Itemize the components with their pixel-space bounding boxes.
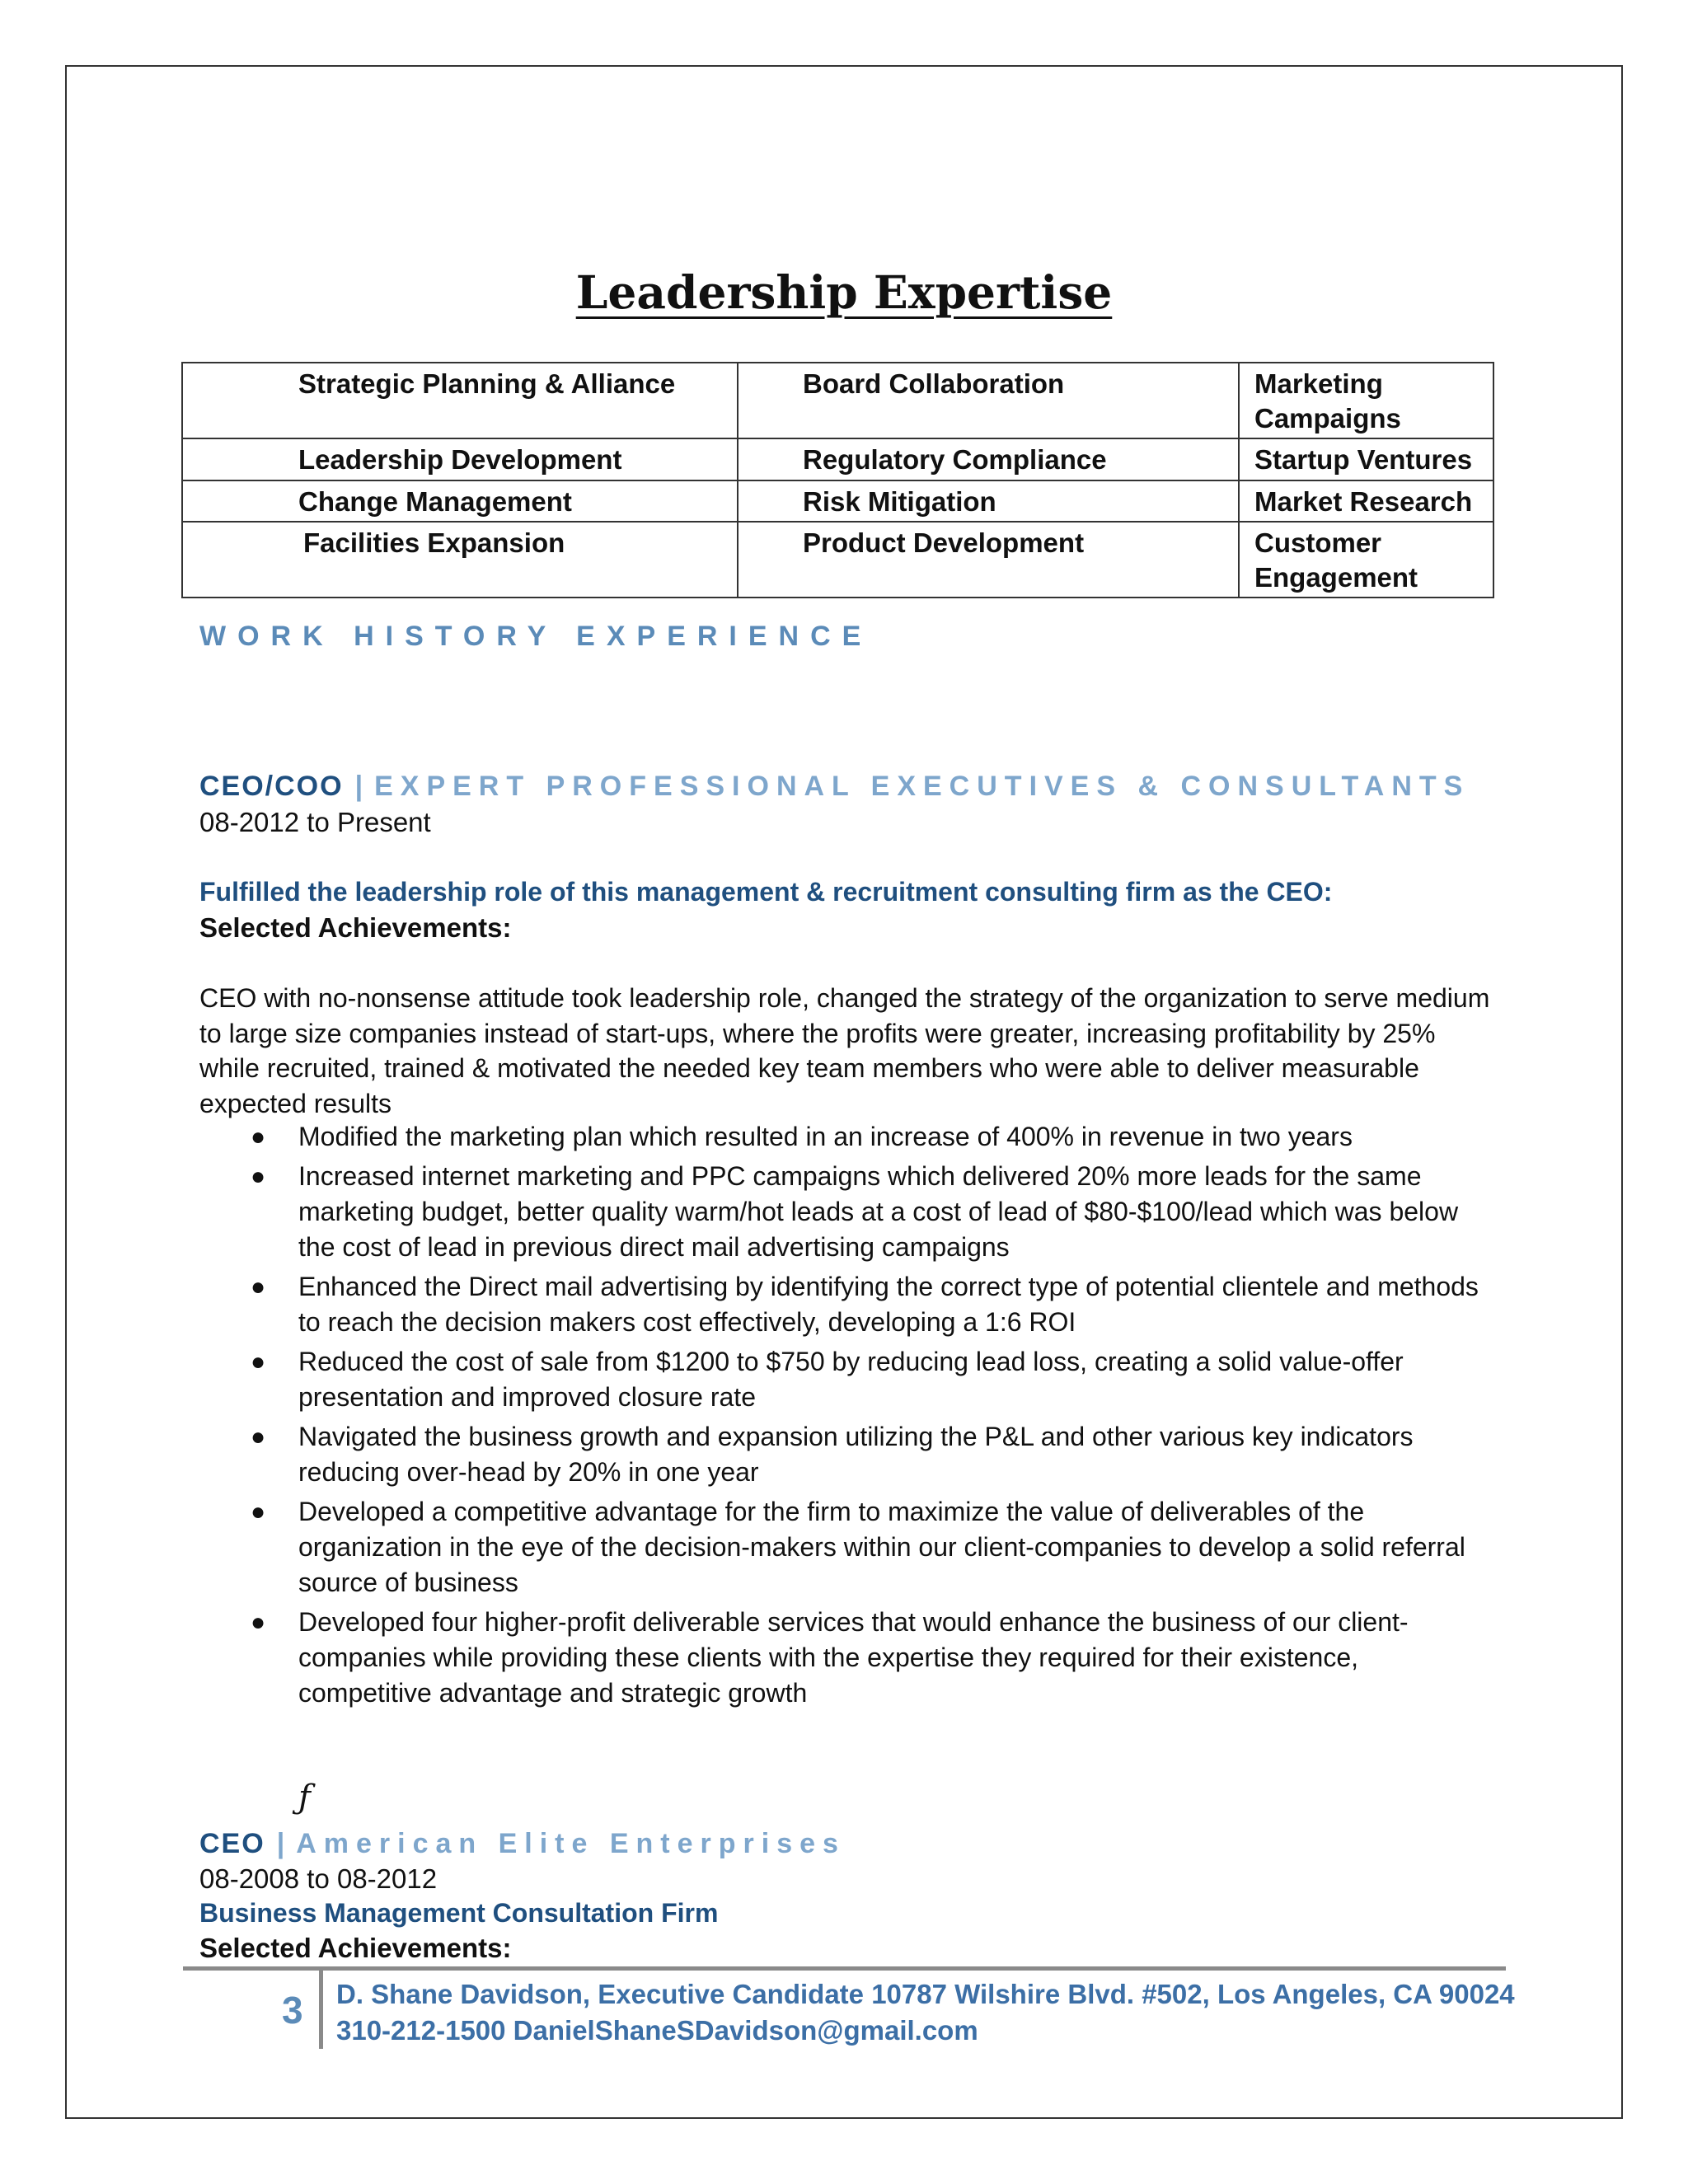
table-row <box>182 438 1493 480</box>
job1-company: EXPERT PROFESSIONAL EXECUTIVES & CONSULTANTS <box>374 771 1470 802</box>
job2-separator: | <box>276 1828 285 1859</box>
table-cell: Regulatory Compliance <box>738 438 1239 480</box>
bullet-icon: ● <box>251 1273 266 1301</box>
job2-header <box>199 1828 846 1860</box>
section-heading-work-history: WORK HISTORY EXPERIENCE <box>199 621 873 652</box>
table-cell: Market Research <box>1239 480 1493 522</box>
job2-role: CEO <box>199 1828 265 1859</box>
list-item-text: Enhanced the Direct mail advertising by identifying the correct type of potential clientele and methods to reach the decision makers cost effectively, developing a 1:6 ROI <box>298 1272 1479 1337</box>
job1-dates: 08-2012 to Present <box>199 807 431 837</box>
table-cell: Risk Mitigation <box>738 480 1239 522</box>
footer-page-number: 3 <box>282 1989 303 2032</box>
table-cell: Strategic Planning & Alliance <box>182 363 738 438</box>
job1-achievements-list <box>199 1119 1498 1715</box>
bullet-icon: ● <box>251 1498 266 1526</box>
job1-separator: | <box>354 771 363 802</box>
list-item <box>199 1269 1498 1340</box>
list-item-text: Increased internet marketing and PPC campaigns which delivered 20% more leads for the same marketing budget, better quality warm/hot leads at a cost of lead of $80-$100/lead which was below the cost of lead in previous direct mail advertising campaigns <box>298 1161 1459 1262</box>
table-cell: Startup Ventures <box>1239 438 1493 480</box>
list-item <box>199 1419 1498 1490</box>
bullet-icon: ● <box>251 1163 266 1190</box>
table-cell: Facilities Expansion <box>182 522 738 598</box>
list-item-text: Developed four higher-profit deliverable services that would enhance the business of our client-companies while providing these clients with the expertise they required for their existence, competitive advantage and strategic growth <box>298 1607 1409 1708</box>
list-item-text: Modified the marketing plan which resulted in an increase of 400% in revenue in two years <box>298 1122 1353 1151</box>
job1-selected-label: Selected Achievements: <box>199 912 512 943</box>
bullet-icon: ● <box>251 1609 266 1636</box>
job2-subtitle: Business Management Consultation Firm <box>199 1898 719 1928</box>
list-item <box>199 1159 1498 1265</box>
footer-contact <box>336 1976 1515 2049</box>
list-item <box>199 1494 1498 1601</box>
footer-divider <box>319 1971 323 2049</box>
stray-glyph: ƒ <box>298 1779 311 1816</box>
table-row <box>182 480 1493 522</box>
job1-subtitle: Fulfilled the leadership role of this management & recruitment consulting firm as the CEO: <box>199 877 1333 907</box>
job1-role: CEO/COO <box>199 771 344 802</box>
footer-rule <box>183 1966 1506 1971</box>
table-row <box>182 522 1493 598</box>
list-item-text: Reduced the cost of sale from $1200 to $750 by reducing lead loss, creating a solid value-offer presentation and improved closure rate <box>298 1347 1404 1412</box>
table-cell: Customer Engagement <box>1239 522 1493 598</box>
job2-dates: 08-2008 to 08-2012 <box>199 1863 438 1894</box>
table-cell: Marketing Campaigns <box>1239 363 1493 438</box>
bullet-icon: ● <box>251 1423 266 1451</box>
bullet-icon: ● <box>251 1348 266 1376</box>
job1-summary: CEO with no-nonsense attitude took leadership role, changed the strategy of the organization to serve medium to large size companies instead of start-ups, where the profits were greater, increasing profitability by 25% while recruited, trained & motivated the needed key team members who were able to deliver measurable expected results <box>199 983 1490 1118</box>
list-item-text: Navigated the business growth and expansion utilizing the P&L and other various key indicators reducing over-head by 20% in one year <box>298 1422 1414 1487</box>
table-cell: Change Management <box>182 480 738 522</box>
job2-company: American Elite Enterprises <box>296 1828 846 1859</box>
table-row <box>182 363 1493 438</box>
list-item <box>199 1605 1498 1711</box>
footer-line-address: D. Shane Davidson, Executive Candidate 10787 Wilshire Blvd. #502, Los Angeles, CA 90024 <box>336 1979 1515 2009</box>
table-cell: Product Development <box>738 522 1239 598</box>
table-cell: Leadership Development <box>182 438 738 480</box>
page-title: Leadership Expertise <box>575 265 1113 319</box>
footer-line-contact: 310-212-1500 DanielShaneSDavidson@gmail.com <box>336 2015 978 2046</box>
list-item <box>199 1119 1498 1155</box>
job1-header <box>199 771 1470 803</box>
expertise-table <box>181 362 1494 598</box>
table-cell: Board Collaboration <box>738 363 1239 438</box>
bullet-icon: ● <box>251 1123 266 1151</box>
list-item-text: Developed a competitive advantage for the firm to maximize the value of deliverables of the organization in the eye of the decision-makers within our client-companies to develop a solid referral source of business <box>298 1497 1465 1597</box>
list-item <box>199 1344 1498 1415</box>
job2-selected-label: Selected Achievements: <box>199 1933 512 1963</box>
